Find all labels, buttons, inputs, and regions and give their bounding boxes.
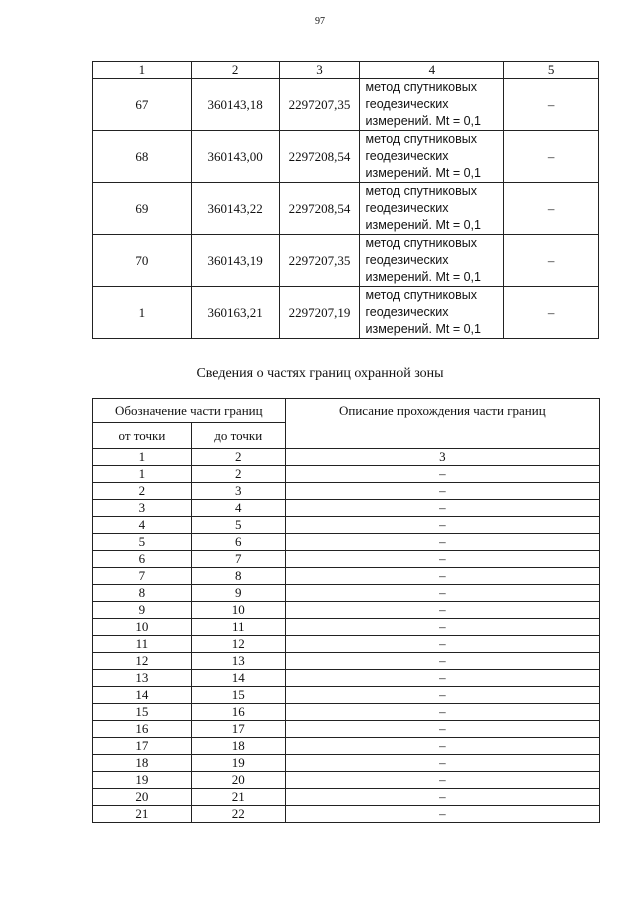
from-point: 3 bbox=[93, 500, 192, 517]
part-description: – bbox=[285, 704, 599, 721]
boundary-parts-table bbox=[92, 398, 600, 823]
to-point: 8 bbox=[191, 568, 285, 585]
method-line: измерений. Mt = 0,1 bbox=[365, 322, 481, 336]
boundary-part-row bbox=[93, 670, 600, 687]
method-line: метод спутниковых bbox=[365, 236, 477, 250]
method-line: метод спутниковых bbox=[365, 184, 477, 198]
part-description: – bbox=[285, 619, 599, 636]
from-point: 12 bbox=[93, 653, 192, 670]
part-description: – bbox=[285, 534, 599, 551]
from-point: 7 bbox=[93, 568, 192, 585]
boundary-part-row bbox=[93, 738, 600, 755]
to-point: 22 bbox=[191, 806, 285, 823]
coordinates-row bbox=[93, 183, 599, 235]
section-title: Сведения о частях границ охранной зоны bbox=[196, 366, 444, 381]
point-number: 68 bbox=[93, 131, 192, 183]
header-part-designation: Обозначение части границ bbox=[93, 399, 286, 423]
point-number: 69 bbox=[93, 183, 192, 235]
boundary-part-row bbox=[93, 483, 600, 500]
note-cell: – bbox=[504, 183, 599, 235]
part-description: – bbox=[285, 466, 599, 483]
method-description bbox=[360, 79, 504, 131]
boundary-part-row bbox=[93, 755, 600, 772]
coordinates-row bbox=[93, 79, 599, 131]
part-description: – bbox=[285, 602, 599, 619]
coordinate-y: 2297208,54 bbox=[279, 131, 360, 183]
part-description: – bbox=[285, 721, 599, 738]
boundary-part-row bbox=[93, 704, 600, 721]
part-description: – bbox=[285, 789, 599, 806]
boundary-part-row bbox=[93, 585, 600, 602]
boundary-part-row bbox=[93, 636, 600, 653]
method-line: геодезических bbox=[365, 149, 449, 163]
to-point: 16 bbox=[191, 704, 285, 721]
boundary-part-row bbox=[93, 687, 600, 704]
method-line: метод спутниковых bbox=[365, 80, 477, 94]
from-point: 8 bbox=[93, 585, 192, 602]
to-point: 7 bbox=[191, 551, 285, 568]
from-point: 10 bbox=[93, 619, 192, 636]
to-point: 9 bbox=[191, 585, 285, 602]
to-point: 6 bbox=[191, 534, 285, 551]
header-cell: 5 bbox=[504, 62, 599, 79]
parts-header-row bbox=[93, 399, 600, 423]
boundary-part-row bbox=[93, 551, 600, 568]
numbering-cell: 2 bbox=[191, 449, 285, 466]
from-point: 4 bbox=[93, 517, 192, 534]
numbering-cell: 1 bbox=[93, 449, 192, 466]
coordinate-y: 2297207,35 bbox=[279, 79, 360, 131]
to-point: 15 bbox=[191, 687, 285, 704]
method-line: измерений. Mt = 0,1 bbox=[365, 218, 481, 232]
coordinate-x: 360163,21 bbox=[191, 287, 279, 339]
header-cell: 3 bbox=[279, 62, 360, 79]
from-point: 17 bbox=[93, 738, 192, 755]
from-point: 20 bbox=[93, 789, 192, 806]
boundary-part-row bbox=[93, 653, 600, 670]
header-from-point: от точки bbox=[93, 423, 192, 449]
coordinate-x: 360143,19 bbox=[191, 235, 279, 287]
coordinate-y: 2297207,19 bbox=[279, 287, 360, 339]
method-line: геодезических bbox=[365, 253, 449, 267]
method-line: измерений. Mt = 0,1 bbox=[365, 270, 481, 284]
note-cell: – bbox=[504, 131, 599, 183]
to-point: 10 bbox=[191, 602, 285, 619]
to-point: 18 bbox=[191, 738, 285, 755]
to-point: 13 bbox=[191, 653, 285, 670]
to-point: 17 bbox=[191, 721, 285, 738]
page-number: 97 bbox=[315, 16, 325, 27]
to-point: 12 bbox=[191, 636, 285, 653]
method-line: метод спутниковых bbox=[365, 288, 477, 302]
part-description: – bbox=[285, 670, 599, 687]
coordinates-row bbox=[93, 287, 599, 339]
coordinate-y: 2297207,35 bbox=[279, 235, 360, 287]
to-point: 5 bbox=[191, 517, 285, 534]
method-line: метод спутниковых bbox=[365, 132, 477, 146]
numbering-cell: 3 bbox=[285, 449, 599, 466]
from-point: 19 bbox=[93, 772, 192, 789]
note-cell: – bbox=[504, 235, 599, 287]
part-description: – bbox=[285, 653, 599, 670]
to-point: 4 bbox=[191, 500, 285, 517]
from-point: 2 bbox=[93, 483, 192, 500]
header-description: Описание прохождения части границ bbox=[285, 399, 599, 449]
to-point: 2 bbox=[191, 466, 285, 483]
note-cell: – bbox=[504, 79, 599, 131]
part-description: – bbox=[285, 551, 599, 568]
method-description bbox=[360, 235, 504, 287]
to-point: 11 bbox=[191, 619, 285, 636]
method-description bbox=[360, 183, 504, 235]
from-point: 6 bbox=[93, 551, 192, 568]
part-description: – bbox=[285, 755, 599, 772]
boundary-part-row bbox=[93, 602, 600, 619]
from-point: 15 bbox=[93, 704, 192, 721]
coordinates-row bbox=[93, 131, 599, 183]
boundary-part-row bbox=[93, 517, 600, 534]
boundary-part-row bbox=[93, 500, 600, 517]
header-cell: 1 bbox=[93, 62, 192, 79]
part-description: – bbox=[285, 806, 599, 823]
from-point: 5 bbox=[93, 534, 192, 551]
to-point: 3 bbox=[191, 483, 285, 500]
to-point: 14 bbox=[191, 670, 285, 687]
boundary-part-row bbox=[93, 806, 600, 823]
coordinate-x: 360143,00 bbox=[191, 131, 279, 183]
method-description bbox=[360, 287, 504, 339]
header-cell: 2 bbox=[191, 62, 279, 79]
coordinates-header-row bbox=[93, 62, 599, 79]
method-line: измерений. Mt = 0,1 bbox=[365, 166, 481, 180]
part-description: – bbox=[285, 517, 599, 534]
from-point: 21 bbox=[93, 806, 192, 823]
point-number: 1 bbox=[93, 287, 192, 339]
part-description: – bbox=[285, 500, 599, 517]
boundary-part-row bbox=[93, 721, 600, 738]
from-point: 9 bbox=[93, 602, 192, 619]
header-to-point: до точки bbox=[191, 423, 285, 449]
part-description: – bbox=[285, 687, 599, 704]
coordinate-x: 360143,18 bbox=[191, 79, 279, 131]
method-line: геодезических bbox=[365, 201, 449, 215]
header-cell: 4 bbox=[360, 62, 504, 79]
parts-numbering-row bbox=[93, 449, 600, 466]
coordinate-x: 360143,22 bbox=[191, 183, 279, 235]
from-point: 16 bbox=[93, 721, 192, 738]
part-description: – bbox=[285, 772, 599, 789]
from-point: 13 bbox=[93, 670, 192, 687]
from-point: 11 bbox=[93, 636, 192, 653]
boundary-part-row bbox=[93, 568, 600, 585]
to-point: 19 bbox=[191, 755, 285, 772]
part-description: – bbox=[285, 636, 599, 653]
from-point: 14 bbox=[93, 687, 192, 704]
part-description: – bbox=[285, 585, 599, 602]
from-point: 18 bbox=[93, 755, 192, 772]
method-line: геодезических bbox=[365, 305, 449, 319]
from-point: 1 bbox=[93, 466, 192, 483]
boundary-part-row bbox=[93, 466, 600, 483]
point-number: 70 bbox=[93, 235, 192, 287]
part-description: – bbox=[285, 483, 599, 500]
method-line: измерений. Mt = 0,1 bbox=[365, 114, 481, 128]
method-description bbox=[360, 131, 504, 183]
point-number: 67 bbox=[93, 79, 192, 131]
coordinates-table bbox=[92, 61, 599, 339]
boundary-part-row bbox=[93, 789, 600, 806]
part-description: – bbox=[285, 738, 599, 755]
to-point: 20 bbox=[191, 772, 285, 789]
note-cell: – bbox=[504, 287, 599, 339]
method-line: геодезических bbox=[365, 97, 449, 111]
boundary-part-row bbox=[93, 772, 600, 789]
coordinates-row bbox=[93, 235, 599, 287]
to-point: 21 bbox=[191, 789, 285, 806]
coordinate-y: 2297208,54 bbox=[279, 183, 360, 235]
boundary-part-row bbox=[93, 534, 600, 551]
boundary-part-row bbox=[93, 619, 600, 636]
part-description: – bbox=[285, 568, 599, 585]
